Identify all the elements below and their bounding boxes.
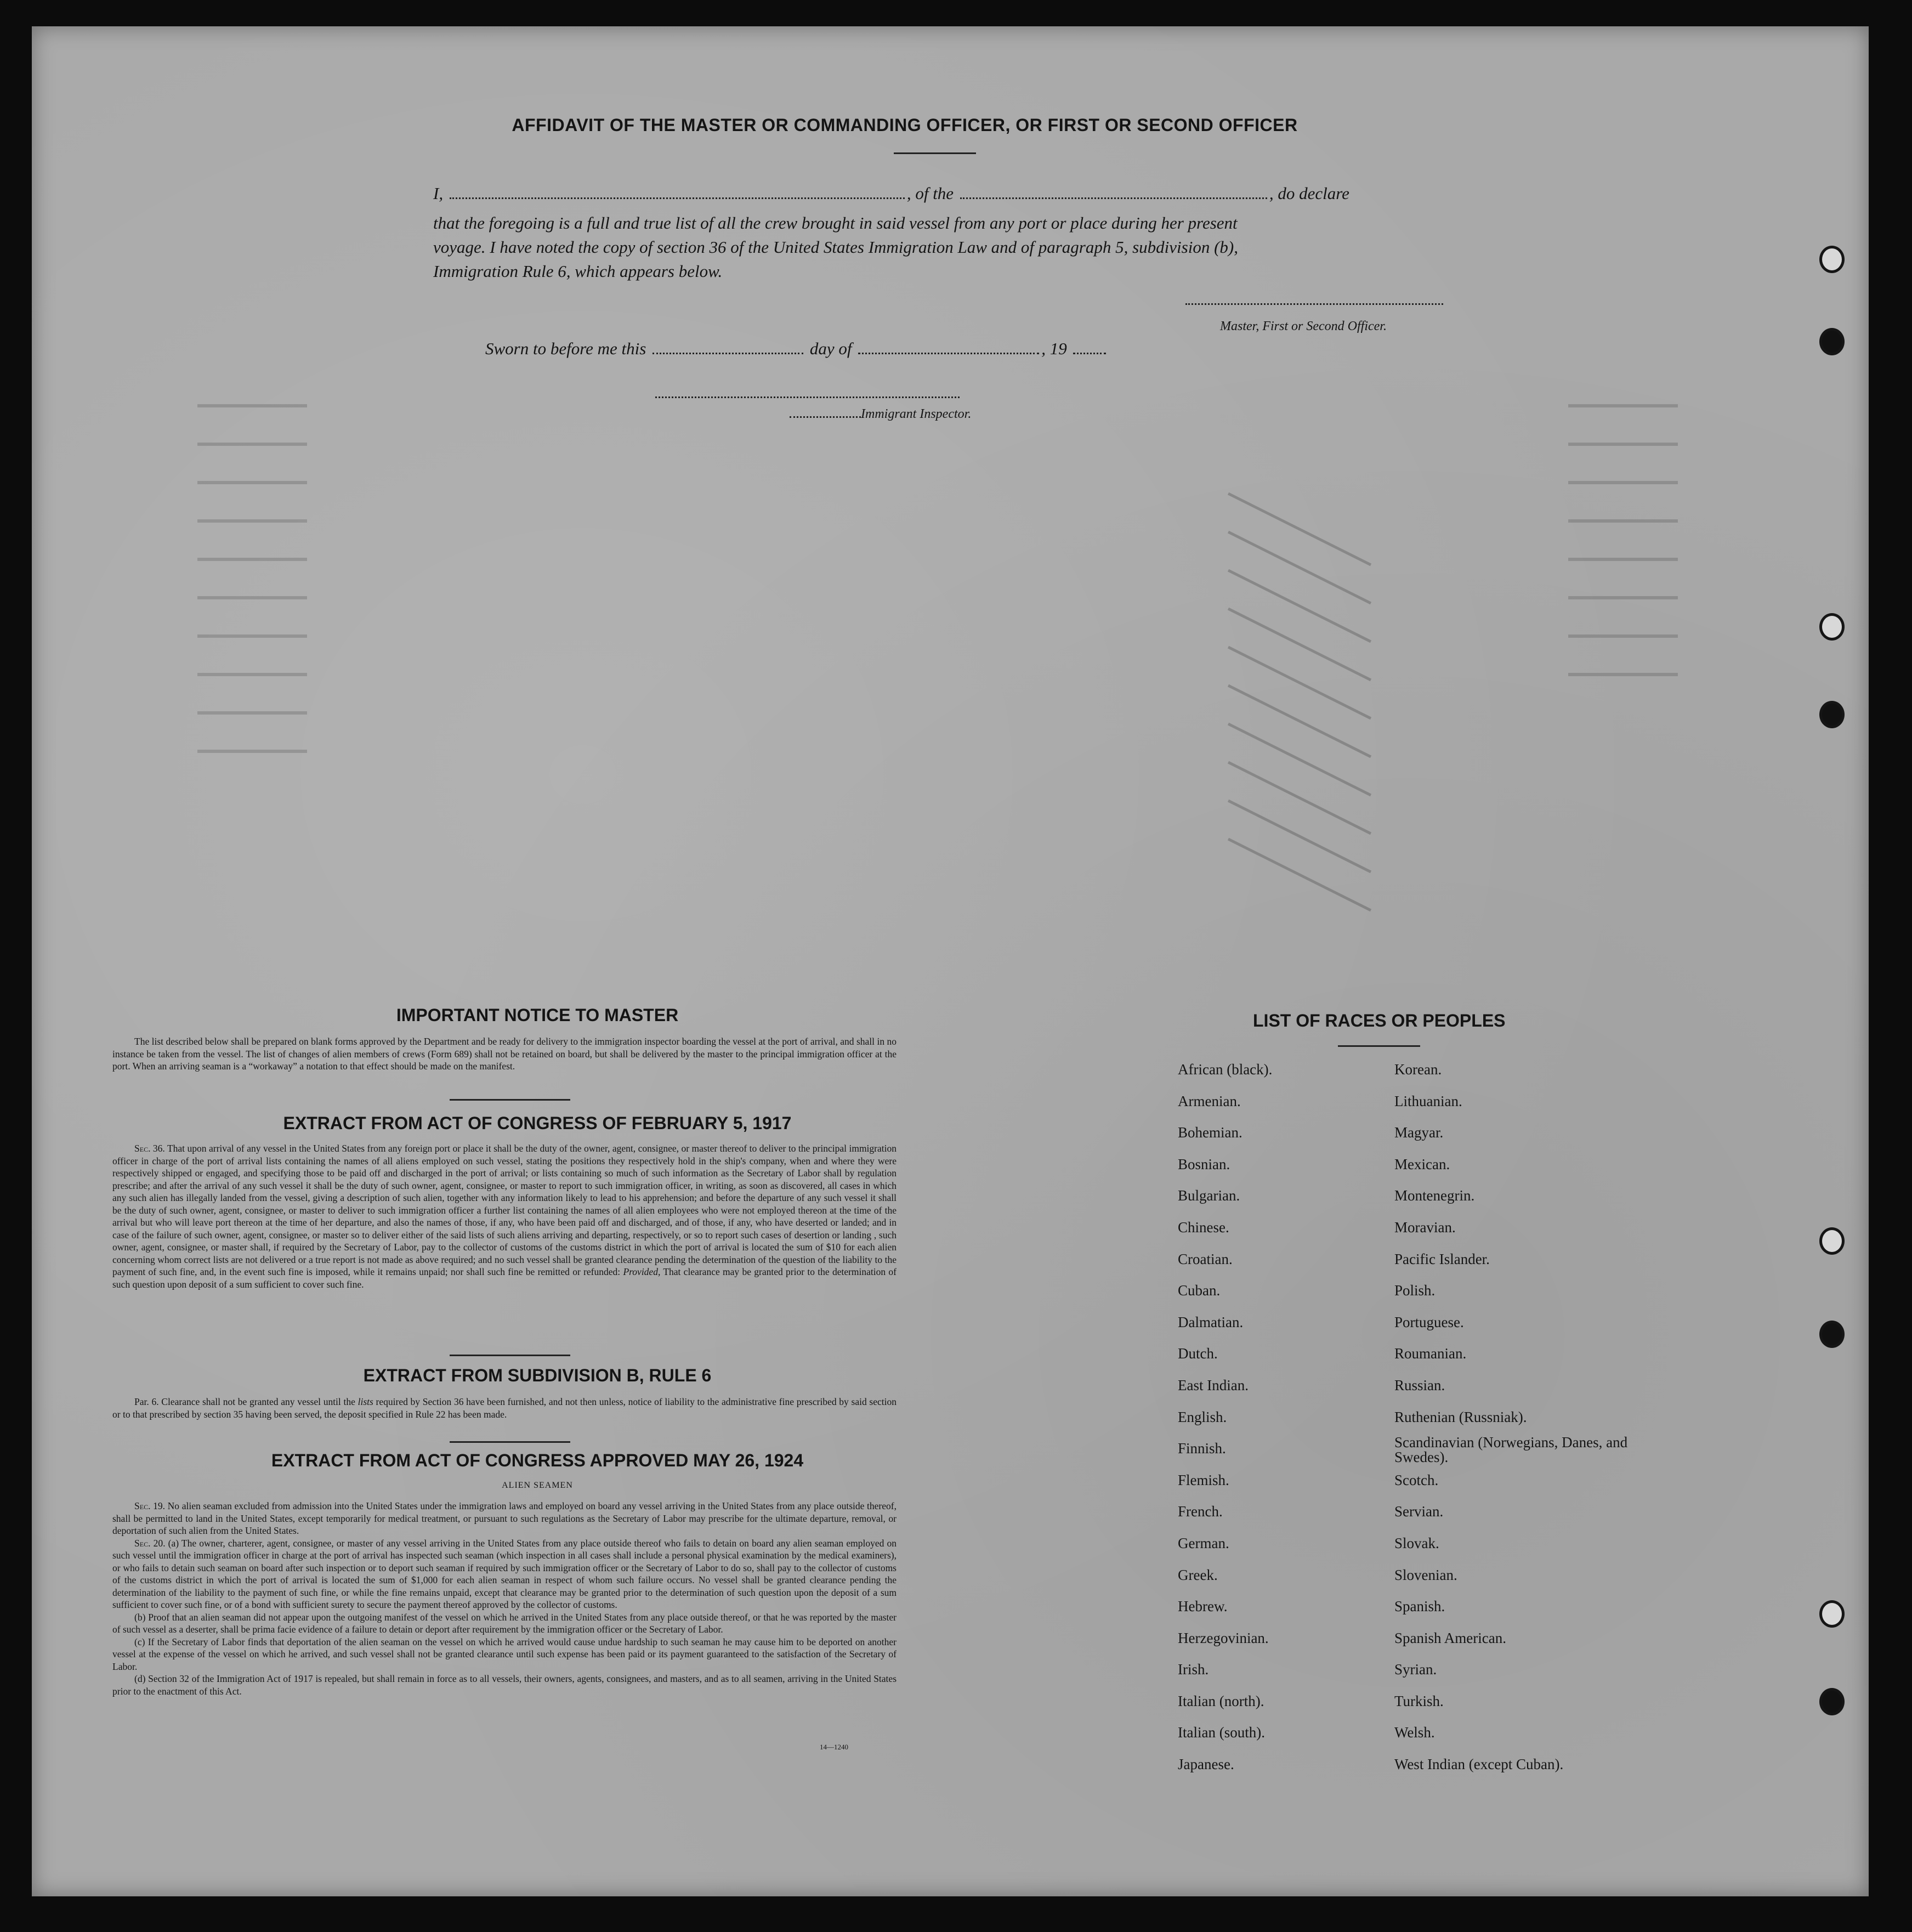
sec-36-text: That upon arrival of any vessel in the United States from any foreign port or place it shall be the duty of the owner, agent, consignee, or master thereof to deliver to the principal immigration officer in charge of the port of arrival lists containing the names of all aliens employed on such vessel, stating the positions they respectively hold in the ship's company, when and where they were respectively shipped or engaged, and specifying those to be paid off and discharged in the port of arrival; or lists containing so much of such information as the Secretary of Labor shall by regulation prescribe; and after the arrival of any such vessel it shall be the duty of such owner, agent, consignee, or master to report to such immigration officer, in writing, as soon as discovered, all cases in which any such alien has illegally landed from the vessel, giving a description of such alien, together with any information likely to lead to his apprehension; and before the departure of any such vessel it shall be the duty of such owner, agent, consignee, or master to deliver to such immigration officer a further list containing the names of all alien employees who were not employed thereon at the time of the arrival but who will leave port thereon at the time of her departure, and also the names of those, if any, who have been paid off and discharged, and of those, if any, who have deserted or landed; and in case of the failure of such owner, agent, consignee, or master so to deliver either of the said lists of such aliens arriving and departing, respectively, or so to report such cases of desertion or landing , such owner, agent, consignee, or master shall, if required by the Secretary of Labor, pay to the collector of customs of the customs district in which the port of arrival is located the sum of $10 for each alien concerning whom correct lists are not delivered or a true report is not made as above required; and no such vessel shall be granted clearance pending the determination of the question of the liability to the payment of such fine, and, in the event such fine is imposed, while it remains unpaid; nor shall such fine be remitted or refunded:	[112, 1143, 897, 1277]
race-item: Ruthenian (Russniak).	[1394, 1408, 1527, 1425]
sec-20c-paragraph: (c) If the Secretary of Labor finds that deportation of the alien seaman on the vessel on which he arrived would cause undue hardship to such seaman he may cause him to be deported on another vessel at the expense of the vessel on which he arrived, and such vessel shall not be granted clearance until such expense has been paid or its payment guaranteed to the satisfaction of the Secretary of Labor.	[112, 1636, 897, 1672]
race-item: Chinese.	[1178, 1219, 1229, 1236]
alien-seamen-subtitle: ALIEN SEAMEN	[502, 1481, 573, 1490]
race-item: Scandinavian (Norwegians, Danes, and Swedes).	[1394, 1434, 1628, 1466]
rule6-text-a: Clearance shall not be granted any vessel until the	[161, 1396, 355, 1407]
bleed-through-marks	[164, 384, 1755, 1042]
sworn-month-field[interactable]	[858, 353, 1039, 354]
inspector-signature-field[interactable]	[655, 396, 960, 398]
race-item: Korean.	[1394, 1061, 1442, 1078]
sec-20-label: Sec. 20.	[134, 1537, 166, 1549]
race-item: Dalmatian.	[1178, 1313, 1244, 1330]
race-item: Dutch.	[1178, 1345, 1218, 1362]
i-label: I,	[433, 184, 444, 203]
sec-36-label: Sec. 36.	[134, 1143, 165, 1154]
extract-1924-title: EXTRACT FROM ACT OF CONGRESS APPROVED MAY 26, 1924	[271, 1451, 804, 1470]
race-item: Finnish.	[1178, 1440, 1226, 1457]
race-item: Japanese.	[1178, 1756, 1234, 1773]
race-item: Mexican.	[1394, 1155, 1450, 1172]
race-item: Slovenian.	[1394, 1566, 1457, 1583]
race-item: Moravian.	[1394, 1219, 1456, 1236]
punch-hole	[1819, 246, 1845, 273]
race-item: Bosnian.	[1178, 1155, 1230, 1172]
extract-1917-title: EXTRACT FROM ACT OF CONGRESS OF FEBRUARY 5, 1917	[283, 1113, 792, 1133]
race-item: Italian (north).	[1178, 1692, 1264, 1709]
sec-19-text: No alien seaman excluded from admission into the United States under the immigration laws and employed on board any vessel arriving in the United States from any place outside thereof, shall be permitted to land in the United States, except temporarily for medical treatment, or pursuant to such regulations as the Secretary of Labor may prescribe for the ultimate departure, removal, or deportation of such alien from the United States.	[112, 1500, 897, 1536]
races-title: LIST OF RACES OR PEOPLES	[1253, 1011, 1506, 1030]
race-item: East Indian.	[1178, 1376, 1249, 1393]
race-item: Spanish.	[1394, 1598, 1445, 1615]
race-item: Flemish.	[1178, 1471, 1229, 1488]
extract-rule6-title: EXTRACT FROM SUBDIVISION B, RULE 6	[363, 1366, 712, 1385]
race-item: Russian.	[1394, 1376, 1445, 1393]
race-item: German.	[1178, 1534, 1229, 1551]
race-item: Greek.	[1178, 1566, 1218, 1583]
affidavit-title: AFFIDAVIT OF THE MASTER OR COMMANDING OFFICER, OR FIRST OR SECOND OFFICER	[512, 115, 1298, 135]
master-signature-field[interactable]	[1185, 303, 1443, 305]
race-item: Pacific Islander.	[1394, 1250, 1490, 1267]
master-signature-caption: Master, First or Second Officer.	[1220, 319, 1387, 333]
sec-19-paragraph	[112, 1500, 897, 1537]
inspector-caption-line	[790, 407, 971, 422]
extract-rule6-body	[112, 1396, 897, 1420]
section-rule	[450, 1099, 570, 1101]
title-rule	[894, 152, 976, 154]
sec-36-text-end: That clearance may be granted prior to the determination of such question upon deposit of a sum sufficient to cover such fine.	[112, 1266, 897, 1290]
race-item: Cuban.	[1178, 1282, 1221, 1299]
race-item: Herzegovinian.	[1178, 1629, 1269, 1646]
race-item: Scotch.	[1394, 1471, 1439, 1488]
race-item: African (black).	[1178, 1061, 1273, 1078]
sworn-year-field[interactable]	[1073, 353, 1106, 354]
sec-19-label: Sec. 19.	[134, 1500, 165, 1511]
section-rule	[450, 1355, 570, 1356]
race-item: English.	[1178, 1408, 1227, 1425]
punch-hole	[1819, 1688, 1845, 1715]
punch-hole	[1819, 1227, 1845, 1255]
races-title-rule	[1338, 1045, 1420, 1047]
punch-hole	[1819, 1600, 1845, 1628]
sec-20b-paragraph: (b) Proof that an alien seaman did not appear upon the outgoing manifest of the vessel on which he arrived in the United States from any place outside thereof, or that he was reported by the master of such vessel as a deserter, shall be prima facie evidence of a failure to detain or deport after requirement by the immigration officer or the Secretary of Labor.	[112, 1611, 897, 1635]
race-item: Armenian.	[1178, 1092, 1241, 1109]
race-item: Italian (south).	[1178, 1724, 1265, 1741]
race-item: Turkish.	[1394, 1692, 1444, 1709]
punch-hole	[1819, 613, 1845, 641]
race-item: Slovak.	[1394, 1534, 1439, 1551]
par-6-label: Par. 6.	[134, 1396, 159, 1407]
race-item: Welsh.	[1394, 1724, 1435, 1741]
inspector-caption: Immigrant Inspector.	[861, 407, 972, 421]
year-prefix: , 19	[1041, 339, 1067, 358]
race-item: Bohemian.	[1178, 1124, 1242, 1141]
races-left-column	[1178, 1054, 1386, 1781]
race-item: West Indian (except Cuban).	[1394, 1756, 1564, 1773]
vessel-field[interactable]	[960, 197, 1267, 199]
section-rule	[450, 1441, 570, 1443]
declare-label: , do declare	[1269, 184, 1349, 203]
provided-label: Provided,	[623, 1266, 661, 1277]
affidavit-body-line: that the foregoing is a full and true list of all the crew brought in said vessel from any port or place during her present	[433, 213, 1238, 233]
sec-20a-paragraph	[112, 1537, 897, 1611]
races-right-column	[1394, 1054, 1641, 1781]
race-item: Roumanian.	[1394, 1345, 1467, 1362]
race-item: Spanish American.	[1394, 1629, 1506, 1646]
extract-1917-body	[112, 1142, 897, 1290]
affidavit-body-line: Immigration Rule 6, which appears below.	[433, 262, 723, 281]
affidavit-body-line: voyage. I have noted the copy of section 36 of the United States Immigration Law and of paragraph 5, subdivision (b),	[433, 237, 1238, 257]
race-item: Servian.	[1394, 1503, 1444, 1520]
of-the-label: , of the	[906, 184, 954, 203]
punch-hole	[1819, 328, 1845, 355]
race-item: Montenegrin.	[1394, 1187, 1475, 1204]
race-item: Syrian.	[1394, 1661, 1437, 1678]
sworn-line	[485, 339, 1108, 359]
race-item: Hebrew.	[1178, 1598, 1228, 1615]
name-field[interactable]	[450, 197, 905, 199]
race-item: Croatian.	[1178, 1250, 1233, 1267]
lists-word: lists	[358, 1396, 373, 1407]
sec-20d-paragraph: (d) Section 32 of the Immigration Act of 1917 is repealed, but shall remain in force as to all vessels, their owners, agents, consignees, and masters, and as to all seamen, arriving in the United States prior to the enactment of this Act.	[112, 1673, 897, 1697]
punch-hole	[1819, 701, 1845, 728]
notice-body: The list described below shall be prepared on blank forms approved by the Department and be ready for delivery to the immigration inspector boarding the vessel at the port of arrival, and shall in no instance be taken from the vessel. The list of changes of alien members of crews (Form 689) shall not be retained on board, but shall be delivered by the master to the principal immigration officer at the port. When an arriving seaman is a “workaway” a notation to that effect should be made on the manifest.	[112, 1036, 897, 1072]
sworn-label: Sworn to before me this	[485, 339, 646, 358]
extract-1924-body	[112, 1500, 897, 1697]
affidavit-body	[433, 211, 1464, 284]
affidavit-declare-line	[433, 184, 1475, 203]
race-item: French.	[1178, 1503, 1223, 1520]
race-item: Bulgarian.	[1178, 1187, 1240, 1204]
race-item: Lithuanian.	[1394, 1092, 1462, 1109]
inspector-dotted-lead	[790, 416, 861, 418]
sworn-day-field[interactable]	[653, 353, 803, 354]
punch-hole	[1819, 1321, 1845, 1348]
race-item: Portuguese.	[1394, 1313, 1464, 1330]
notice-title: IMPORTANT NOTICE TO MASTER	[396, 1005, 679, 1025]
day-of-label: day of	[809, 339, 852, 358]
sec-20a-text: (a) The owner, charterer, agent, consignee, or master of any vessel arriving in the United States from any place outside thereof who fails to detain on board any alien seaman employed on such vessel until the immigration officer in charge at the port of arrival has inspected such seaman (which inspection in all cases shall include a personal physical examination by the medical examiners), or who fails to detain such seaman on board after such inspection or to deport such seaman if required by such immigration officer or the Secretary of Labor to do so, shall pay to the collector of customs of the customs district in which the port of arrival is located the sum of $1,000 for each alien seaman in respect of whom such failure occurs. No vessel shall be granted clearance pending the determination of the liability to the payment of such fine, or while the fine remains unpaid, except that clearance may be granted prior to the determination of such question upon the deposit of a sum sufficient to cover such fine, or of a bond with sufficient surety to secure the payment thereof approved by the collector of customs.	[112, 1537, 897, 1610]
race-item: Magyar.	[1394, 1124, 1444, 1141]
race-item: Irish.	[1178, 1661, 1209, 1678]
form-number: 14—1240	[820, 1743, 848, 1751]
race-item: Polish.	[1394, 1282, 1436, 1299]
rule6-text-b: required by Section 36 have been furnished, and not then unless, notice of liability to the administrative fine prescribed by said section or to that prescribed by section 35 having been served, the deposit specified in Rule 22 has been made.	[112, 1396, 897, 1420]
